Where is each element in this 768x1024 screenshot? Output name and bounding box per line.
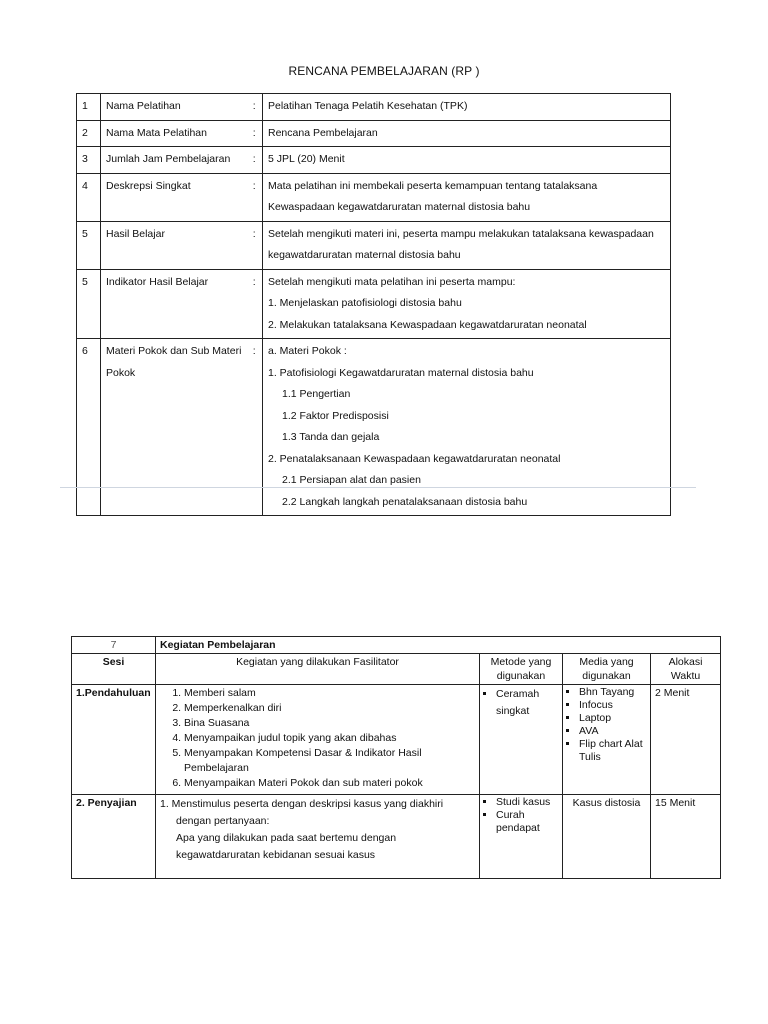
document-title: RENCANA PEMBELAJARAN (RP ): [288, 64, 480, 78]
header-kegiatan: Kegiatan yang dilakukan Fasilitator: [156, 654, 480, 685]
materi-heading: a. Materi Pokok :: [268, 345, 347, 357]
list-item: ▪ Ceramah singkat: [496, 686, 558, 720]
metode-list: [484, 686, 558, 720]
materi-line: 1.2 Faktor Predisposisi: [282, 409, 389, 422]
table-row: [77, 147, 671, 174]
list-item: ▪ Bhn Tayang: [579, 686, 646, 699]
table-row: [72, 637, 721, 654]
row-label: Hasil Belajar: [101, 221, 247, 269]
metode-list: [484, 796, 558, 835]
indicator-item: 2. Melakukan tatalaksana Kewaspadaan kegawatdaruratan neonatal: [268, 318, 587, 331]
indicator-item: 1. Menjelaskan patofisiologi distosia bahu: [268, 297, 462, 309]
table-row: [77, 221, 671, 269]
table-row: [77, 120, 671, 147]
colon: :: [247, 120, 263, 147]
list-item: ▪ Curah pendapat: [496, 809, 558, 835]
list-item: ▪ AVA: [579, 725, 646, 738]
session-media: Kasus distosia: [563, 795, 651, 879]
activity-line: dengan pertanyaan:: [176, 815, 270, 827]
header-metode: Metode yang digunakan: [480, 654, 563, 685]
table-header-row: [72, 654, 721, 685]
row-number: 4: [77, 173, 101, 221]
row-label: Nama Pelatihan: [101, 94, 247, 121]
list-item: 1. Memberi salam: [184, 686, 475, 701]
indicator-intro: Setelah mengikuti mata pelatihan ini peserta mampu:: [268, 275, 516, 288]
session-alokasi: 15 Menit: [651, 795, 721, 879]
row-label: Deskrepsi Singkat: [101, 173, 247, 221]
row-number: 6: [77, 339, 101, 516]
header-sesi: Sesi: [72, 654, 156, 685]
row-value: Mata pelatihan ini membekali peserta kemampuan tentang tatalaksana Kewaspadaan kegawatdaruratan maternal distosia bahu: [263, 173, 671, 221]
row-label: Nama Mata Pelatihan: [101, 120, 247, 147]
materi-line: 1.3 Tanda dan gejala: [282, 431, 380, 443]
materi-line: 2.1 Persiapan alat dan pasien: [282, 474, 421, 486]
session-metode: [480, 795, 563, 879]
row-value: Rencana Pembelajaran: [263, 120, 671, 147]
row-value: [263, 339, 671, 516]
row-number: 7: [72, 637, 156, 654]
session-alokasi: 2 Menit: [651, 685, 721, 795]
row-value: Pelatihan Tenaga Pelatih Kesehatan (TPK): [263, 94, 671, 121]
row-number: 1: [77, 94, 101, 121]
list-item: ▪ Studi kasus: [496, 796, 558, 809]
session-name: 2. Penyajian: [72, 795, 156, 879]
row-number: 5: [77, 269, 101, 339]
media-list: [567, 686, 646, 764]
row-value: 5 JPL (20) Menit: [263, 147, 671, 174]
header-alokasi: Alokasi Waktu: [651, 654, 721, 685]
session-activities: [156, 795, 480, 879]
table-row: [77, 94, 671, 121]
table-row: [77, 269, 671, 339]
activity-line: kegawatdaruratan kebidanan sesuai kasus: [176, 849, 376, 861]
colon: :: [247, 221, 263, 269]
row-label: Indikator Hasil Belajar: [101, 269, 247, 339]
materi-line: 2.2 Langkah langkah penatalaksanaan distosia bahu: [282, 495, 528, 508]
row-value: Setelah mengikuti materi ini, peserta mampu melakukan tatalaksana kewaspadaan kegawatdaruratan maternal distosia bahu: [263, 221, 671, 269]
section-title: Kegiatan Pembelajaran: [156, 637, 721, 654]
list-item: ▪ Flip chart Alat Tulis: [579, 738, 646, 764]
kegiatan-table: [71, 636, 721, 879]
list-item: 5. Menyampakan Kompetensi Dasar & Indikator Hasil Pembelajaran: [184, 746, 475, 776]
row-number: 2: [77, 120, 101, 147]
divider: [60, 487, 696, 488]
materi-line: 1. Patofisiologi Kegawatdaruratan maternal distosia bahu: [268, 366, 534, 379]
session-media: [563, 685, 651, 795]
list-item: 6. Menyampaikan Materi Pokok dan sub materi pokok: [184, 776, 475, 791]
colon: :: [247, 173, 263, 221]
list-item: 2. Memperkenalkan diri: [184, 701, 475, 716]
table-row: [72, 685, 721, 795]
colon: :: [247, 269, 263, 339]
activity-line: 1. Menstimulus peserta dengan deskripsi kasus yang diakhiri: [160, 798, 444, 810]
row-label: Materi Pokok dan Sub Materi Pokok: [101, 339, 247, 516]
list-item: ▪ Laptop: [579, 712, 646, 725]
table-row: [77, 339, 671, 516]
session-name: 1.Pendahuluan: [72, 685, 156, 795]
row-number: 3: [77, 147, 101, 174]
activity-list: [160, 686, 475, 791]
row-number: 5: [77, 221, 101, 269]
table-row: [77, 173, 671, 221]
header-media: Media yang digunakan: [563, 654, 651, 685]
materi-line: 2. Penatalaksanaan Kewaspadaan kegawatdaruratan neonatal: [268, 452, 561, 465]
table-row: [72, 795, 721, 879]
rp-info-table: [76, 93, 671, 516]
activity-line: Apa yang dilakukan pada saat bertemu dengan: [176, 832, 397, 844]
materi-line: 1.1 Pengertian: [282, 388, 351, 400]
colon: :: [247, 339, 263, 516]
colon: :: [247, 94, 263, 121]
list-item: ▪ Infocus: [579, 699, 646, 712]
list-item: 4. Menyampaikan judul topik yang akan dibahas: [184, 731, 475, 746]
session-metode: [480, 685, 563, 795]
session-activities: [156, 685, 480, 795]
colon: :: [247, 147, 263, 174]
list-item: 3. Bina Suasana: [184, 716, 475, 731]
row-value: [263, 269, 671, 339]
row-label: Jumlah Jam Pembelajaran: [101, 147, 247, 174]
